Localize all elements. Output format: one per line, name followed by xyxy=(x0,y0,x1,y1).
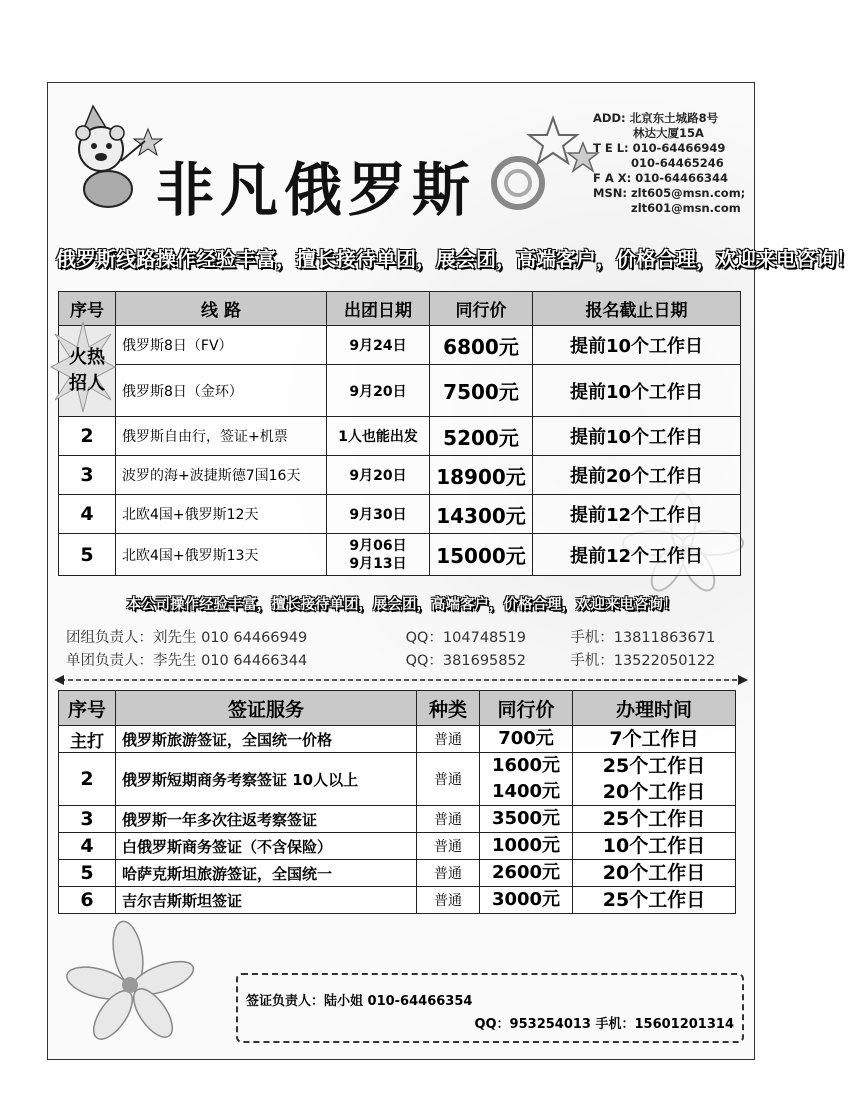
row-num: 主打 xyxy=(59,726,116,753)
deadline: 提前12个工作日 xyxy=(533,495,741,534)
row-num: 2 xyxy=(59,417,116,456)
route: 波罗的海+波捷斯德7国16天 xyxy=(116,456,327,495)
visa-service: 俄罗斯短期商务考察签证 10人以上 xyxy=(116,753,417,806)
row-num: 2 xyxy=(59,753,116,806)
visa-kind: 普通 xyxy=(417,726,480,753)
table-row xyxy=(59,806,736,833)
contact-fax: F A X: 010-64466344 xyxy=(593,171,729,185)
brand-title: 非凡俄罗斯 xyxy=(156,156,477,224)
visa-price-line2: 1400元 xyxy=(491,781,561,802)
date: 9月24日 xyxy=(327,326,430,365)
hot-label xyxy=(65,345,109,397)
visa-price: 3000元 xyxy=(480,887,573,914)
table-row xyxy=(59,365,741,417)
date xyxy=(327,534,430,576)
header-service: 签证服务 xyxy=(116,691,417,726)
table-row xyxy=(59,833,736,860)
contact-address: ADD: 北京东土城路8号 xyxy=(593,111,719,125)
row-num: 3 xyxy=(59,456,116,495)
visa-time xyxy=(573,753,736,806)
manager-mobile: 手机：13522050122 xyxy=(570,653,716,669)
visa-kind: 普通 xyxy=(417,806,480,833)
table-row xyxy=(59,726,736,753)
route: 北欧4国+俄罗斯13天 xyxy=(116,534,327,576)
slogan-top: 俄罗斯线路操作经验丰富，擅长接待单团，展会团，高端客户，价格合理，欢迎来电咨询！ xyxy=(56,247,856,271)
row-num: 4 xyxy=(59,495,116,534)
visa-time: 25个工作日 xyxy=(573,887,736,914)
visa-time-line1: 25个工作日 xyxy=(602,755,706,777)
date: 9月20日 xyxy=(327,365,430,417)
contact-msn-2: zlt601@msn.com xyxy=(631,201,741,215)
visa-price-line1: 1600元 xyxy=(491,755,561,776)
visa-price: 3500元 xyxy=(480,806,573,833)
hot-label-line2: 招人 xyxy=(69,373,105,394)
visa-table xyxy=(58,690,736,914)
contact-msn: MSN: zlt605@msn.com; xyxy=(593,186,746,200)
table-row xyxy=(59,456,741,495)
table-row xyxy=(59,753,736,806)
visa-contact-box xyxy=(236,973,744,1043)
table-row xyxy=(59,887,736,914)
visa-price: 700元 xyxy=(480,726,573,753)
visa-service: 俄罗斯旅游签证，全国统一价格 xyxy=(116,726,417,753)
route: 俄罗斯8日（FV） xyxy=(116,326,327,365)
deadline: 提前10个工作日 xyxy=(533,326,741,365)
price: 15000元 xyxy=(430,534,533,576)
visa-kind: 普通 xyxy=(417,887,480,914)
date-line2: 9月13日 xyxy=(349,555,407,572)
visa-time-line2: 20个工作日 xyxy=(602,781,706,803)
lily-flower-decoration-icon xyxy=(68,923,238,1043)
tour-table-header xyxy=(59,292,741,326)
deadline: 提前12个工作日 xyxy=(533,534,741,576)
visa-contact-line2: QQ：953254013 手机：15601201314 xyxy=(474,1017,734,1032)
hot-badge xyxy=(59,326,116,417)
date: 9月30日 xyxy=(327,495,430,534)
deadline: 提前20个工作日 xyxy=(533,456,741,495)
contact-info xyxy=(593,111,745,216)
table-row xyxy=(59,860,736,887)
table-row xyxy=(59,417,741,456)
visa-service: 哈萨克斯坦旅游签证，全国统一 xyxy=(116,860,417,887)
manager-role: 单团负责人：李先生 010 64466344 xyxy=(66,653,308,669)
deadline: 提前10个工作日 xyxy=(533,365,741,417)
visa-price xyxy=(480,753,573,806)
visa-kind: 普通 xyxy=(417,860,480,887)
header-date: 出团日期 xyxy=(327,292,430,326)
manager-qq: QQ：381695852 xyxy=(405,653,526,669)
visa-service: 俄罗斯一年多次往返考察签证 xyxy=(116,806,417,833)
bear-mascot-icon xyxy=(53,101,163,211)
visa-kind: 普通 xyxy=(417,833,480,860)
hot-label-line1: 火热 xyxy=(69,347,105,368)
tour-table xyxy=(58,291,741,576)
visa-price: 1000元 xyxy=(480,833,573,860)
flyer xyxy=(47,82,856,1060)
price: 14300元 xyxy=(430,495,533,534)
row-num: 5 xyxy=(59,860,116,887)
table-row xyxy=(59,326,741,365)
visa-kind: 普通 xyxy=(417,753,480,806)
price: 6800元 xyxy=(430,326,533,365)
price: 7500元 xyxy=(430,365,533,417)
visa-time: 7个工作日 xyxy=(573,726,736,753)
row-num: 3 xyxy=(59,806,116,833)
header-deadline: 报名截止日期 xyxy=(533,292,741,326)
route: 俄罗斯8日（金环） xyxy=(116,365,327,417)
visa-time: 20个工作日 xyxy=(573,860,736,887)
visa-service: 吉尔吉斯斯坦签证 xyxy=(116,887,417,914)
header-price: 同行价 xyxy=(480,691,573,726)
visa-time: 25个工作日 xyxy=(573,806,736,833)
visa-table-header xyxy=(59,691,736,726)
visa-contact-line1: 签证负责人：陆小姐 010-64466354 xyxy=(246,994,473,1009)
date-line1: 9月06日 xyxy=(349,537,407,554)
visa-price: 2600元 xyxy=(480,860,573,887)
manager-line-1 xyxy=(66,626,715,647)
header-time: 办理时间 xyxy=(573,691,736,726)
manager-role: 团组负责人：刘先生 010 64466949 xyxy=(66,630,308,646)
manager-qq: QQ：104748519 xyxy=(405,630,526,646)
row-num: 4 xyxy=(59,833,116,860)
route: 北欧4国+俄罗斯12天 xyxy=(116,495,327,534)
manager-line-2 xyxy=(66,649,715,670)
header-num: 序号 xyxy=(59,691,116,726)
header-num: 序号 xyxy=(59,292,116,326)
table-row xyxy=(59,495,741,534)
route: 俄罗斯自由行，签证+机票 xyxy=(116,417,327,456)
deadline: 提前10个工作日 xyxy=(533,417,741,456)
slogan-middle: 本公司操作经验丰富，擅长接待单团，展会团，高端客户，价格合理，欢迎来电咨询！ xyxy=(126,597,678,613)
visa-time: 10个工作日 xyxy=(573,833,736,860)
manager-mobile: 手机：13811863671 xyxy=(570,630,716,646)
table-row xyxy=(59,534,741,576)
row-num: 5 xyxy=(59,534,116,576)
row-num: 6 xyxy=(59,887,116,914)
contact-address-2: 林达大厦15A xyxy=(633,126,704,140)
price: 18900元 xyxy=(430,456,533,495)
contact-tel-2: 010-64465246 xyxy=(631,156,724,170)
price: 5200元 xyxy=(430,417,533,456)
header-kind: 种类 xyxy=(417,691,480,726)
date: 1人也能出发 xyxy=(327,417,430,456)
header-route: 线 路 xyxy=(116,292,327,326)
double-arrow-divider-icon xyxy=(54,675,748,685)
visa-service: 白俄罗斯商务签证（不含保险） xyxy=(116,833,417,860)
date: 9月20日 xyxy=(327,456,430,495)
header-price: 同行价 xyxy=(430,292,533,326)
contact-tel: T E L: 010-64466949 xyxy=(593,141,726,155)
